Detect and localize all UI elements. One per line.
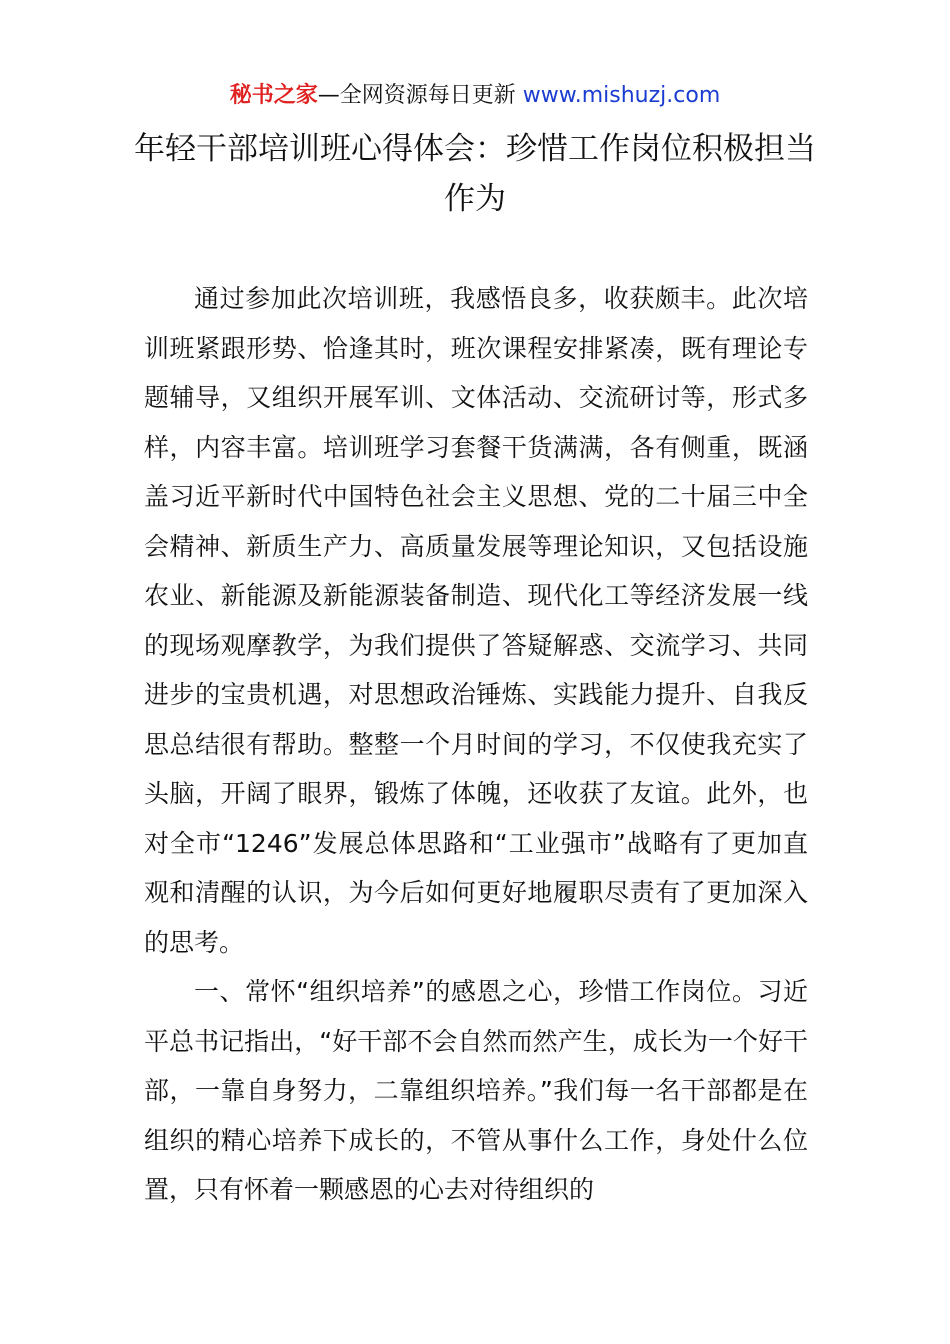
site-brand: 秘书之家 bbox=[229, 83, 318, 108]
paragraph-section-one bbox=[144, 967, 808, 1215]
document-body bbox=[144, 274, 808, 1215]
site-url-link[interactable]: www.mishuzj.com bbox=[522, 83, 721, 108]
section-one-text: 习近平总书记指出，“好干部不会自然而然产生，成长为一个好干部，一靠自身努力，二靠组织培养。”我们每一名干部都是在组织的精心培养下成长的，不管从事什么工作，身处什么位置，只有怀着一颗感恩的心去对待组织的 bbox=[144, 977, 808, 1204]
section-one-heading: 一、常怀“组织培养”的感恩之心，珍惜工作岗位。 bbox=[194, 977, 758, 1006]
site-tagline: —全网资源每日更新 bbox=[317, 83, 523, 108]
site-header bbox=[0, 80, 950, 112]
paragraph-intro: 通过参加此次培训班，我感悟良多，收获颇丰。此次培训班紧跟形势、恰逢其时，班次课程安排紧凑，既有理论专题辅导，又组织开展军训、文体活动、交流研讨等，形式多样，内容丰富。培训班学习套餐干货满满，各有侧重，既涵盖习近平新时代中国特色社会主义思想、党的二十届三中全会精神、新质生产力、高质量发展等理论知识，又包括设施农业、新能源及新能源装备制造、现代化工等经济发展一线的现场观摩教学，为我们提供了答疑解惑、交流学习、共同进步的宝贵机遇，对思想政治锤炼、实践能力提升、自我反思总结很有帮助。整整一个月时间的学习，不仅使我充实了头脑，开阔了眼界，锻炼了体魄，还收获了友谊。此外，也对全市“1246”发展总体思路和“工业强市”战略有了更加直观和清醒的认识，为今后如何更好地履职尽责有了更加深入的思考。 bbox=[144, 284, 808, 957]
document-title: 年轻干部培训班心得体会：珍惜工作岗位积极担当作为 bbox=[134, 131, 816, 217]
